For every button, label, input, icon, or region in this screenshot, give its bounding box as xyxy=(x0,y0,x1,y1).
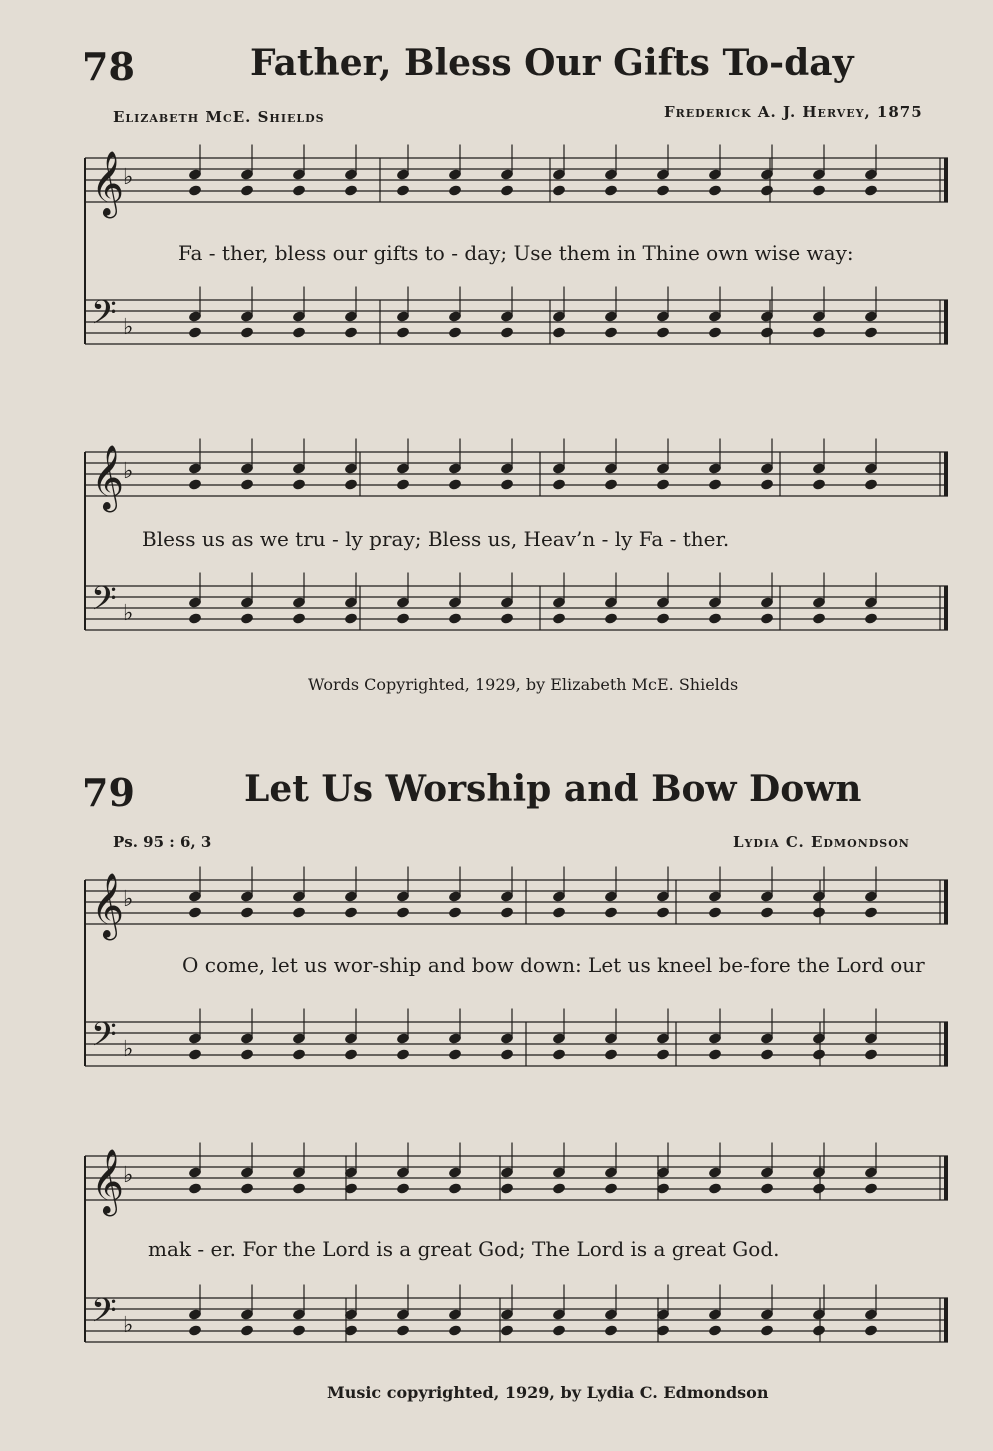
note-head xyxy=(552,1048,566,1061)
note-head xyxy=(448,1048,462,1061)
flat-sign-icon: ♭ xyxy=(123,887,134,912)
note-head xyxy=(188,906,202,919)
hymn-79-system-1 xyxy=(0,862,993,1102)
note-head xyxy=(604,1048,618,1061)
note-head xyxy=(188,612,202,625)
bass-clef-icon: 𝄢 xyxy=(91,1292,117,1338)
note-head xyxy=(240,184,254,197)
hymn-79-copyright: Music copyrighted, 1929, by Lydia C. Edmondson xyxy=(327,1383,769,1402)
note-head xyxy=(396,612,410,625)
note-head xyxy=(708,906,722,919)
note-head xyxy=(708,612,722,625)
note-head xyxy=(812,1048,826,1061)
note-head xyxy=(292,1324,306,1337)
note-head xyxy=(448,1182,462,1195)
note-head xyxy=(552,906,566,919)
note-head xyxy=(552,478,566,491)
note-head xyxy=(812,478,826,491)
note-head xyxy=(188,478,202,491)
note-head xyxy=(864,1182,878,1195)
note-head xyxy=(760,1182,774,1195)
hymn-79-lyrics-line-1: O come, let us wor-ship and bow down: Let us kneel be-fore the Lord our xyxy=(182,953,925,977)
hymn-78-system-2 xyxy=(0,440,993,680)
note-head xyxy=(240,612,254,625)
note-head xyxy=(292,1182,306,1195)
note-head xyxy=(396,1324,410,1337)
note-head xyxy=(812,906,826,919)
note-head xyxy=(240,1048,254,1061)
note-head xyxy=(864,612,878,625)
note-head xyxy=(604,326,618,339)
note-head xyxy=(500,1182,514,1195)
note-head xyxy=(448,906,462,919)
note-head xyxy=(292,906,306,919)
note-head xyxy=(240,1324,254,1337)
note-head xyxy=(292,326,306,339)
hymn-78-words-credit: Elizabeth McE. Shields xyxy=(113,108,325,126)
flat-sign-icon: ♭ xyxy=(123,165,134,190)
note-head xyxy=(760,1324,774,1337)
note-head xyxy=(604,1182,618,1195)
note-head xyxy=(448,1324,462,1337)
note-head xyxy=(812,1182,826,1195)
note-head xyxy=(604,184,618,197)
note-head xyxy=(344,906,358,919)
note-head xyxy=(344,478,358,491)
note-head xyxy=(604,1324,618,1337)
note-head xyxy=(864,906,878,919)
note-head xyxy=(760,478,774,491)
note-head xyxy=(812,1324,826,1337)
note-head xyxy=(500,906,514,919)
note-head xyxy=(344,612,358,625)
hymn-78-number: 78 xyxy=(82,44,135,89)
hymn-78-copyright: Words Copyrighted, 1929, by Elizabeth McE. Shields xyxy=(308,675,739,694)
note-head xyxy=(552,326,566,339)
hymn-78-title: Father, Bless Our Gifts To-day xyxy=(250,42,854,84)
note-head xyxy=(396,326,410,339)
note-head xyxy=(344,184,358,197)
hymn-79-number: 79 xyxy=(82,770,135,815)
hymn-78-music-credit: Frederick A. J. Hervey, 1875 xyxy=(664,103,923,121)
note-head xyxy=(708,1182,722,1195)
note-head xyxy=(708,326,722,339)
note-head xyxy=(604,612,618,625)
note-head xyxy=(188,1324,202,1337)
note-head xyxy=(292,1048,306,1061)
note-head xyxy=(188,1182,202,1195)
note-head xyxy=(292,184,306,197)
hymn-78-lyrics-line-2: Bless us as we tru - ly pray; Bless us, Heav’n - ly Fa - ther. xyxy=(142,527,730,551)
treble-clef-icon: 𝄞 xyxy=(91,873,125,938)
note-head xyxy=(812,612,826,625)
note-head xyxy=(500,326,514,339)
note-head xyxy=(552,612,566,625)
note-head xyxy=(240,326,254,339)
note-head xyxy=(760,326,774,339)
note-head xyxy=(552,1324,566,1337)
note-head xyxy=(864,1048,878,1061)
bass-clef-icon: 𝄢 xyxy=(91,1016,117,1062)
hymn-79-title: Let Us Worship and Bow Down xyxy=(244,768,862,810)
hymn-79-music-credit: Lydia C. Edmondson xyxy=(733,833,910,851)
note-head xyxy=(708,1324,722,1337)
note-head xyxy=(656,184,670,197)
note-head xyxy=(760,612,774,625)
flat-sign-icon: ♭ xyxy=(123,1313,134,1338)
note-head xyxy=(448,184,462,197)
note-head xyxy=(708,184,722,197)
hymn-79-scripture-reference: Ps. 95 : 6, 3 xyxy=(113,833,212,851)
note-head xyxy=(656,326,670,339)
note-head xyxy=(656,906,670,919)
note-head xyxy=(240,478,254,491)
note-head xyxy=(500,1324,514,1337)
note-head xyxy=(344,326,358,339)
note-head xyxy=(760,1048,774,1061)
treble-clef-icon: 𝄞 xyxy=(91,445,125,510)
note-head xyxy=(656,478,670,491)
note-head xyxy=(188,326,202,339)
note-head xyxy=(396,184,410,197)
note-head xyxy=(604,906,618,919)
note-head xyxy=(344,1048,358,1061)
note-head xyxy=(240,906,254,919)
flat-sign-icon: ♭ xyxy=(123,1163,134,1188)
note-head xyxy=(292,612,306,625)
note-head xyxy=(396,1182,410,1195)
note-head xyxy=(448,612,462,625)
note-head xyxy=(396,478,410,491)
treble-clef-icon: 𝄞 xyxy=(91,1149,125,1214)
note-head xyxy=(656,612,670,625)
flat-sign-icon: ♭ xyxy=(123,459,134,484)
note-head xyxy=(864,326,878,339)
hymn-79-lyrics-line-2: mak - er. For the Lord is a great God; The Lord is a great God. xyxy=(148,1237,780,1261)
flat-sign-icon: ♭ xyxy=(123,1037,134,1062)
note-head xyxy=(292,478,306,491)
note-head xyxy=(760,184,774,197)
note-head xyxy=(864,478,878,491)
note-head xyxy=(552,184,566,197)
note-head xyxy=(812,326,826,339)
note-head xyxy=(500,612,514,625)
note-head xyxy=(864,184,878,197)
flat-sign-icon: ♭ xyxy=(123,601,134,626)
note-head xyxy=(500,478,514,491)
note-head xyxy=(656,1048,670,1061)
note-head xyxy=(604,478,618,491)
treble-clef-icon: 𝄞 xyxy=(91,151,125,216)
note-head xyxy=(864,1324,878,1337)
note-head xyxy=(240,1182,254,1195)
note-head xyxy=(708,1048,722,1061)
note-head xyxy=(448,326,462,339)
note-head xyxy=(188,1048,202,1061)
note-head xyxy=(448,478,462,491)
note-head xyxy=(500,184,514,197)
note-head xyxy=(812,184,826,197)
note-head xyxy=(552,1182,566,1195)
bass-clef-icon: 𝄢 xyxy=(91,580,117,626)
note-head xyxy=(708,478,722,491)
note-head xyxy=(188,184,202,197)
note-head xyxy=(396,906,410,919)
note-head xyxy=(760,906,774,919)
flat-sign-icon: ♭ xyxy=(123,315,134,340)
note-head xyxy=(396,1048,410,1061)
bass-clef-icon: 𝄢 xyxy=(91,294,117,340)
note-head xyxy=(500,1048,514,1061)
hymn-78-lyrics-line-1: Fa - ther, bless our gifts to - day; Use them in Thine own wise way: xyxy=(178,241,854,265)
